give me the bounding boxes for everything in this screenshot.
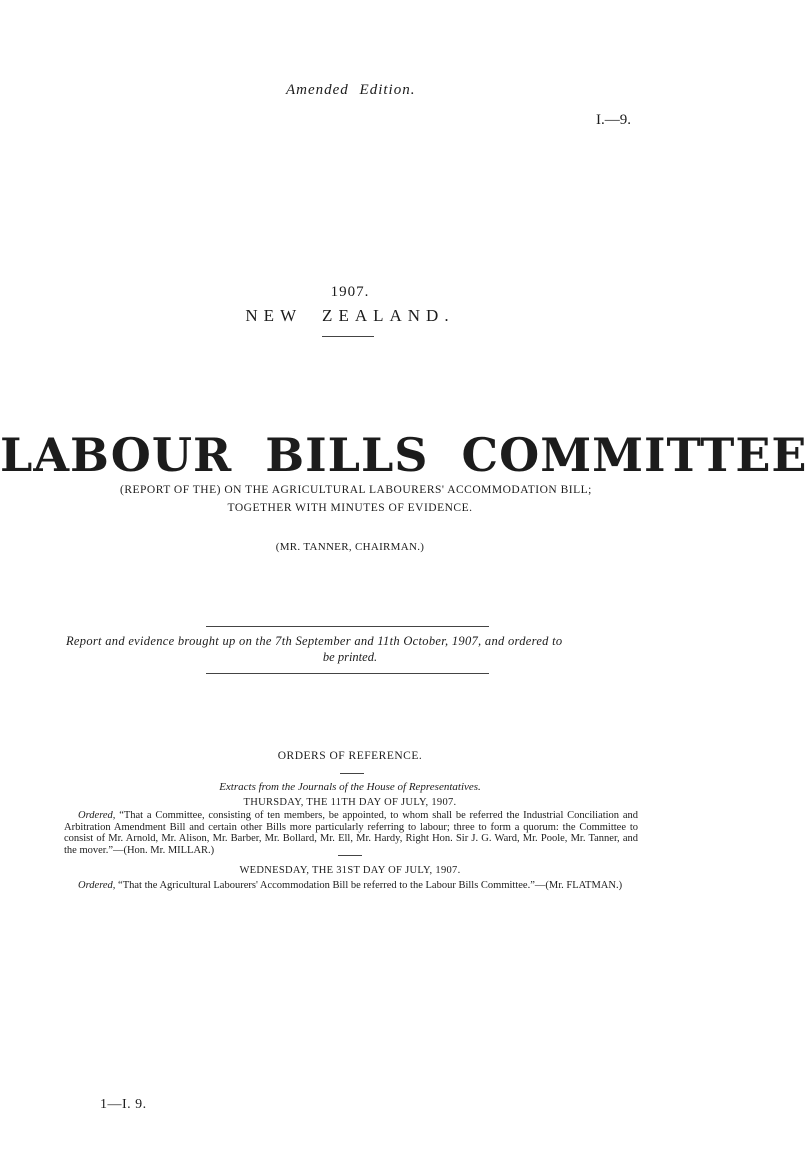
section-heading: ORDERS OF REFERENCE. [277, 750, 423, 762]
order-text: “That a Committee, consisting of ten members, be appointed, to whom shall be referred the Industrial Conciliation and Arbitration Amendment Bill and certain other Bills more particularly referring to labour; three to form a quorum: the Committee to consist of Mr. Arnold, Mr. Alison, Mr. Barber, Mr. Bollard, Mr. Ell, Mr. Hardy, Right Hon. Sir J. G. Ward, Mr. Poole, Mr. Tanner, and the mover.”—(Hon. Mr. MILLAR.) [64, 810, 638, 856]
divider-rule [338, 855, 362, 856]
chairman-note: (MR. TANNER, CHAIRMAN.) [275, 541, 425, 553]
order-paragraph [64, 810, 638, 856]
year: 1907. [330, 284, 370, 300]
order-date: THURSDAY, THE 11TH DAY OF JULY, 1907. [243, 797, 457, 808]
divider-rule [206, 626, 489, 627]
report-statement: Report and evidence brought up on the 7th September and 11th October, 1907, and ordered to [66, 634, 563, 648]
divider-rule [340, 773, 364, 774]
page-reference: 1—I. 9. [100, 1097, 147, 1112]
paper-reference: I.—9. [596, 112, 631, 128]
divider-rule [322, 336, 374, 337]
report-statement-continued: be printed. [322, 650, 378, 664]
order-text: “That the Agricultural Labourers' Accommodation Bill be referred to the Labour Bills Committee.”—(Mr. FLATMAN.) [115, 880, 623, 891]
subtitle-line-1: (REPORT OF THE) ON THE AGRICULTURAL LABOURERS' ACCOMMODATION BILL; [120, 484, 592, 496]
subtitle-line-2: TOGETHER WITH MINUTES OF EVIDENCE. [227, 502, 473, 514]
order-date: WEDNESDAY, THE 31ST DAY OF JULY, 1907. [239, 865, 461, 876]
ordered-label: Ordered, [78, 880, 116, 891]
ordered-label: Ordered, [78, 810, 116, 821]
extracts-caption: Extracts from the Journals of the House of Representatives. [219, 781, 481, 793]
divider-rule [206, 673, 489, 674]
page-title: LABOUR BILLS COMMITTEE [0, 428, 808, 482]
edition-label: Amended Edition. [286, 82, 416, 98]
country-title: NEW ZEALAND. [245, 306, 455, 325]
order-paragraph [64, 880, 638, 892]
